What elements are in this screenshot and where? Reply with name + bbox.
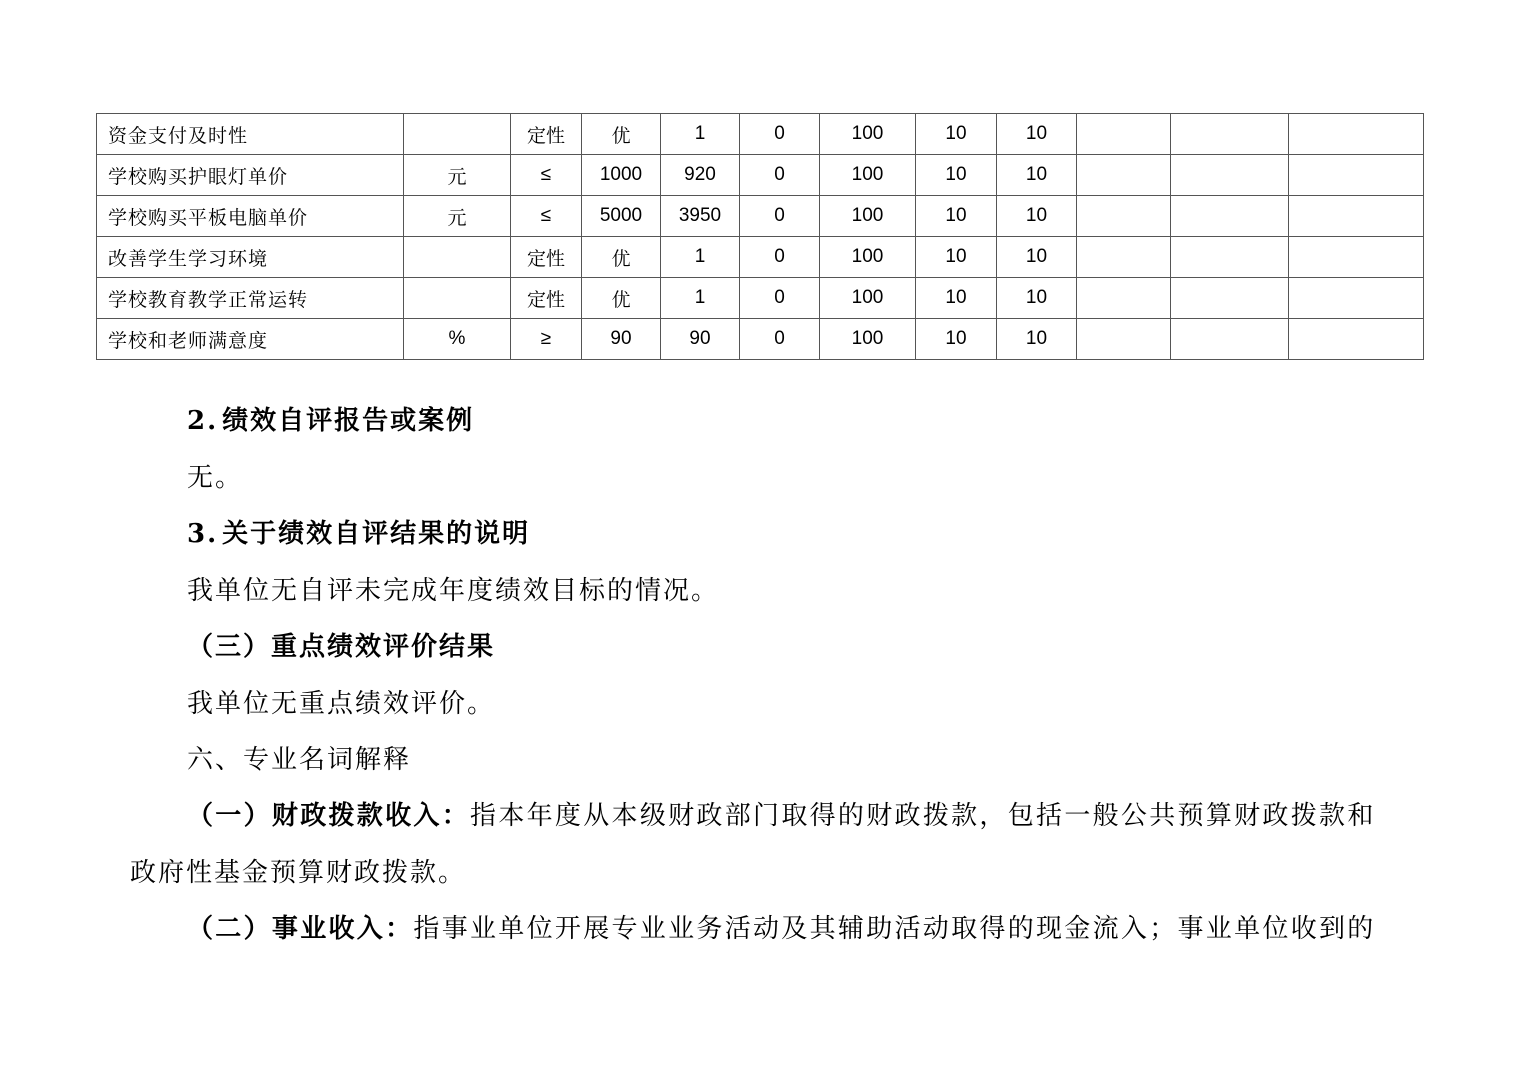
col-8-cell: 10 <box>916 278 997 319</box>
target-cell: 优 <box>582 114 661 155</box>
table-row <box>97 278 1424 319</box>
section-3-title: 关于绩效自评结果的说明 <box>222 519 531 549</box>
unit-cell: % <box>404 319 511 360</box>
col-11-cell <box>1171 196 1289 237</box>
indicator-cell: 学校和老师满意度 <box>97 319 404 360</box>
col-9-cell: 10 <box>997 278 1077 319</box>
col-6-cell: 0 <box>740 155 820 196</box>
actual-cell: 1 <box>661 114 740 155</box>
table-row <box>97 114 1424 155</box>
definition-2-term: （二）事业收入： <box>187 914 414 944</box>
definition-1-text: 指本年度从本级财政部门取得的财政拨款，包括一般公共预算财政拨款和 <box>470 801 1376 831</box>
col-9-cell: 10 <box>997 237 1077 278</box>
col-6-cell: 0 <box>740 319 820 360</box>
col-9-cell: 10 <box>997 155 1077 196</box>
col-9-cell: 10 <box>997 196 1077 237</box>
indicator-cell: 改善学生学习环境 <box>97 237 404 278</box>
col-10-cell <box>1077 196 1171 237</box>
indicator-cell: 学校购买护眼灯单价 <box>97 155 404 196</box>
col-10-cell <box>1077 237 1171 278</box>
definition-2-text: 指事业单位开展专业业务活动及其辅助活动取得的现金流入；事业单位收到的 <box>413 914 1376 944</box>
indicator-cell: 学校教育教学正常运转 <box>97 278 404 319</box>
col-10-cell <box>1077 278 1171 319</box>
col-8-cell: 10 <box>916 114 997 155</box>
col-12-cell <box>1289 237 1424 278</box>
col-7-cell: 100 <box>820 114 916 155</box>
col-10-cell <box>1077 319 1171 360</box>
col-12-cell <box>1289 278 1424 319</box>
actual-cell: 1 <box>661 237 740 278</box>
col-12-cell <box>1289 155 1424 196</box>
unit-cell: 元 <box>404 196 511 237</box>
col-7-cell: 100 <box>820 278 916 319</box>
unit-cell <box>404 114 511 155</box>
definition-1-line-2: 政府性基金预算财政拨款。 <box>130 858 467 888</box>
table-row <box>97 155 1424 196</box>
col-10-cell <box>1077 114 1171 155</box>
table-row <box>97 237 1424 278</box>
actual-cell: 3950 <box>661 196 740 237</box>
col-6-cell: 0 <box>740 237 820 278</box>
col-9-cell: 10 <box>997 319 1077 360</box>
indicator-cell: 资金支付及时性 <box>97 114 404 155</box>
col-11-cell <box>1171 278 1289 319</box>
target-cell: 优 <box>582 278 661 319</box>
col-11-cell <box>1171 319 1289 360</box>
operator-cell: ≥ <box>511 319 582 360</box>
unit-cell <box>404 278 511 319</box>
actual-cell: 920 <box>661 155 740 196</box>
operator-cell: 定性 <box>511 237 582 278</box>
section-three-body: 我单位无重点绩效评价。 <box>187 689 496 719</box>
performance-table <box>96 113 1424 360</box>
col-9-cell: 10 <box>997 114 1077 155</box>
col-7-cell: 100 <box>820 319 916 360</box>
col-10-cell <box>1077 155 1171 196</box>
definition-2-line-1 <box>187 912 1376 946</box>
col-7-cell: 100 <box>820 155 916 196</box>
target-cell: 90 <box>582 319 661 360</box>
section-3-body: 我单位无自评未完成年度绩效目标的情况。 <box>187 576 720 606</box>
unit-cell: 元 <box>404 155 511 196</box>
col-11-cell <box>1171 155 1289 196</box>
actual-cell: 90 <box>661 319 740 360</box>
section-3-heading <box>187 517 530 551</box>
col-12-cell <box>1289 319 1424 360</box>
col-8-cell: 10 <box>916 319 997 360</box>
section-2-title: 绩效自评报告或案例 <box>222 406 475 436</box>
operator-cell: 定性 <box>511 114 582 155</box>
target-cell: 优 <box>582 237 661 278</box>
table-row <box>97 319 1424 360</box>
section-2-number: 2. <box>187 406 219 436</box>
col-11-cell <box>1171 114 1289 155</box>
performance-table-body <box>97 114 1424 360</box>
section-2-heading <box>187 404 474 438</box>
actual-cell: 1 <box>661 278 740 319</box>
operator-cell: ≤ <box>511 196 582 237</box>
col-6-cell: 0 <box>740 196 820 237</box>
col-6-cell: 0 <box>740 278 820 319</box>
target-cell: 5000 <box>582 196 661 237</box>
section-six-heading: 六、专业名词解释 <box>187 745 412 775</box>
col-12-cell <box>1289 114 1424 155</box>
col-8-cell: 10 <box>916 196 997 237</box>
indicator-cell: 学校购买平板电脑单价 <box>97 196 404 237</box>
col-7-cell: 100 <box>820 196 916 237</box>
col-11-cell <box>1171 237 1289 278</box>
operator-cell: 定性 <box>511 278 582 319</box>
table-row <box>97 196 1424 237</box>
section-2-body: 无。 <box>187 463 244 493</box>
section-three-heading: （三）重点绩效评价结果 <box>187 632 496 662</box>
unit-cell <box>404 237 511 278</box>
definition-1-term: （一）财政拨款收入： <box>187 801 471 831</box>
section-3-number: 3. <box>187 519 219 549</box>
col-8-cell: 10 <box>916 155 997 196</box>
col-6-cell: 0 <box>740 114 820 155</box>
col-12-cell <box>1289 196 1424 237</box>
col-7-cell: 100 <box>820 237 916 278</box>
col-8-cell: 10 <box>916 237 997 278</box>
target-cell: 1000 <box>582 155 661 196</box>
operator-cell: ≤ <box>511 155 582 196</box>
definition-1-line-1 <box>187 799 1376 833</box>
